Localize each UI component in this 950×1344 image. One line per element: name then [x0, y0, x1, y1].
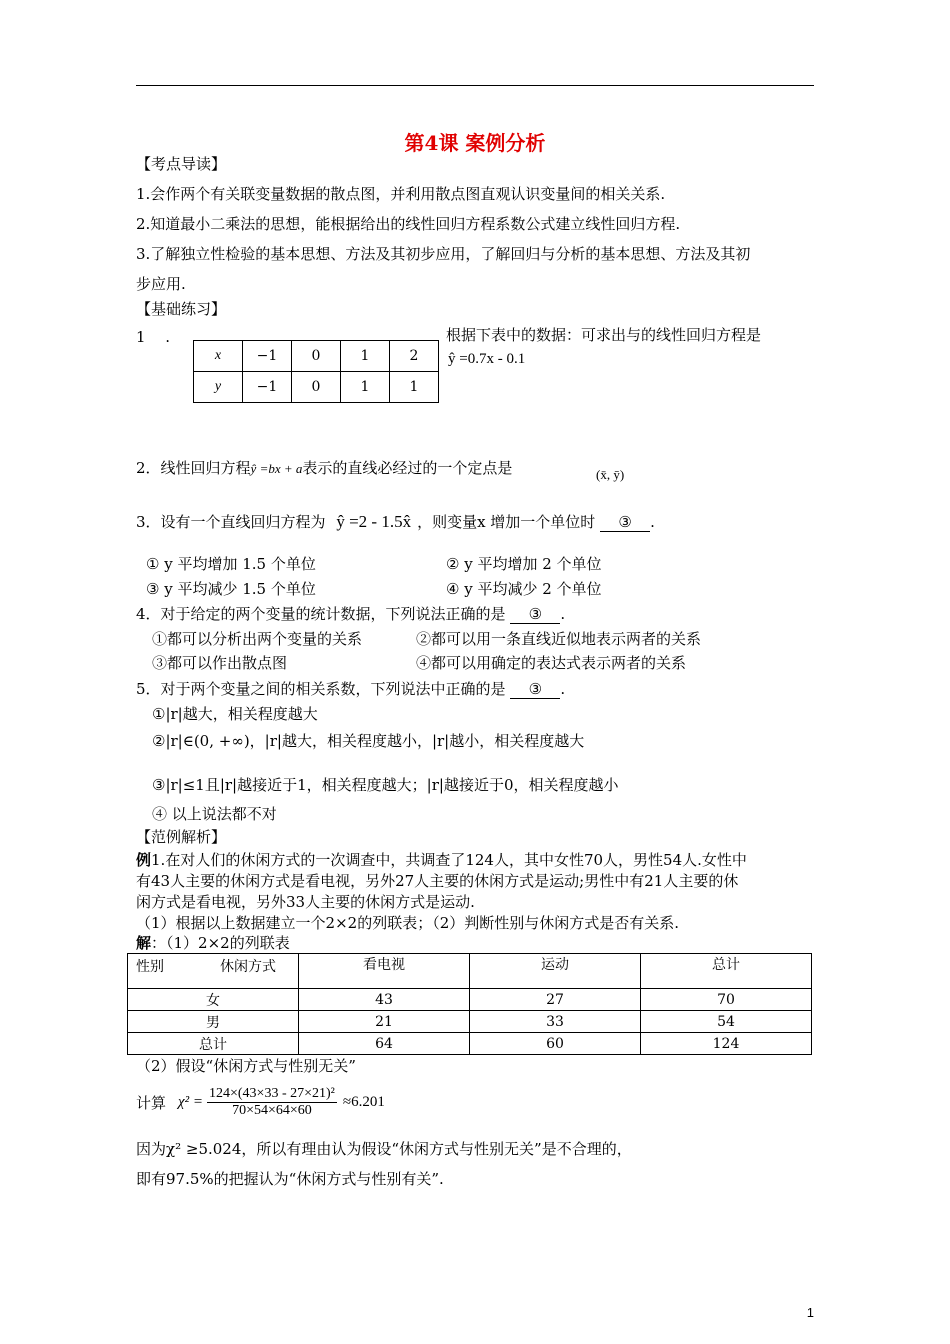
example-line-3: 闲方式是看电视，另外33人主要的休闲方式是运动. — [136, 893, 475, 911]
table-header-cell — [128, 954, 299, 989]
conclusion-1: 因为χ² ≥5.024，所以有理由认为假设“休闲方式与性别无关”是不合理的， — [136, 1140, 632, 1158]
q4-option-2: ②都可以用一条直线近似地表示两者的关系 — [416, 630, 702, 648]
example-line-4: （1）根据以上数据建立一个2×2的列联表；（2）判断性别与休闲方式是否有关系. — [136, 914, 680, 932]
table-row — [128, 954, 812, 989]
solution-intro: ：（1）2×2的列联表 — [151, 934, 290, 952]
page-number: 1 — [806, 1305, 814, 1320]
q5-answer: ③ — [510, 680, 560, 699]
q4-option-1: ①都可以分析出两个变量的关系 — [152, 630, 363, 648]
example-line-1 — [136, 849, 747, 870]
q1-text: 根据下表中的数据：可求出与的线性回归方程是 — [446, 326, 762, 344]
table-cell: 0 — [292, 341, 341, 372]
chi-symbol: χ² = — [178, 1093, 203, 1110]
q1-data-table — [193, 340, 439, 403]
table-cell: 男 — [128, 1011, 299, 1033]
table-cell: 0 — [292, 372, 341, 403]
key-point-3: 3.了解独立性检验的基本思想、方法及其初步应用，了解回归与分析的基本思想、方法及其初 — [136, 245, 751, 263]
q4-option-4: ④都可以用确定的表达式表示两者的关系 — [416, 654, 687, 672]
table-cell: 54 — [641, 1011, 812, 1033]
q3-formula: ŷ =2 - 1.5x̂ — [336, 512, 412, 531]
top-rule — [136, 85, 814, 86]
table-cell: x — [194, 341, 243, 372]
table-cell: 60 — [470, 1033, 641, 1055]
fraction-numerator: 124×(43×33 - 27×21)² — [208, 1085, 335, 1101]
table-cell: −1 — [243, 341, 292, 372]
q4-answer: ③ — [510, 605, 560, 624]
q5-option-3: ③|r|≤1且|r|越接近于1，相关程度越大；|r|越接近于0，相关程度越小 — [152, 776, 619, 794]
q1-formula: ŷ =0.7x - 0.1 — [448, 351, 526, 367]
q2-formula: ŷ =bx + a — [250, 461, 303, 476]
example-text-1: 1.在对人们的休闲方式的一次调查中，共调查了124人，其中女性70人，男性54人.女性中 — [151, 851, 747, 869]
table-header-cell: 看电视 — [299, 954, 470, 989]
q5-option-2: ②|r|∈(0, +∞)，|r|越大，相关程度越小，|r|越小，相关程度越大 — [152, 732, 585, 750]
table-header-cell: 运动 — [470, 954, 641, 989]
table-cell: 64 — [299, 1033, 470, 1055]
q5-text: 5．对于两个变量之间的相关系数，下列说法中正确的是 — [136, 680, 506, 698]
contingency-table — [127, 953, 812, 1055]
hypothesis: （2）假设“休闲方式与性别无关” — [136, 1057, 356, 1075]
example-label: 例 — [136, 851, 152, 869]
table-header-cell: 总计 — [641, 954, 812, 989]
q3-option-3: ③ y 平均减少 1.5 个单位 — [146, 580, 316, 598]
solution-label: 解 — [136, 934, 152, 952]
table-row — [194, 372, 439, 403]
table-cell: 总计 — [128, 1033, 299, 1055]
table-cell: −1 — [243, 372, 292, 403]
key-point-1: 1.会作两个有关联变量数据的散点图，并利用散点图直观认识变量间的相关关系. — [136, 185, 666, 203]
header-gender: 性别 — [136, 959, 164, 975]
q5-line: 5．对于两个变量之间的相关系数，下列说法中正确的是 ③ . — [136, 680, 566, 698]
fraction-denominator: 70×54×64×60 — [232, 1102, 312, 1118]
page-title: 第4课 案例分析 — [404, 131, 546, 155]
table-cell: 33 — [470, 1011, 641, 1033]
q3-answer: ③ — [600, 513, 650, 532]
q3-option-2: ② y 平均增加 2 个单位 — [446, 555, 602, 573]
q3-line: 3．设有一个直线回归方程为 ŷ =2 - 1.5x̂ ，则变量x 增加一个单位时 ③ . — [136, 512, 655, 531]
q4-option-3: ③都可以作出散点图 — [152, 654, 288, 672]
section-heading-basic-practice: 【基础练习】 — [136, 300, 227, 318]
q3-option-1: ① y 平均增加 1.5 个单位 — [146, 555, 316, 573]
q2-text — [136, 457, 512, 478]
table-row — [128, 1033, 812, 1055]
section-heading-key-points: 【考点导读】 — [136, 155, 227, 173]
table-cell: 70 — [641, 989, 812, 1011]
q2-answer: (x̄, ȳ) — [596, 467, 625, 482]
chi-square-calc — [136, 1080, 385, 1124]
key-point-3-cont: 步应用. — [136, 275, 186, 293]
table-cell: 1 — [390, 372, 439, 403]
q3-text-a: 3．设有一个直线回归方程为 — [136, 513, 326, 531]
q5-option-1: ①|r|越大，相关程度越大 — [152, 705, 318, 723]
section-heading-examples: 【范例解析】 — [136, 828, 227, 846]
conclusion-2: 即有97.5%的把握认为“休闲方式与性别有关”. — [136, 1170, 444, 1188]
chi-fraction — [207, 1086, 337, 1119]
q1-number: 1 . — [136, 328, 171, 346]
calc-result: ≈6.201 — [342, 1093, 385, 1110]
calc-label: 计算 — [136, 1093, 167, 1112]
table-cell: 女 — [128, 989, 299, 1011]
table-cell: 124 — [641, 1033, 812, 1055]
solution-line — [136, 932, 290, 953]
table-cell: 27 — [470, 989, 641, 1011]
table-cell: 43 — [299, 989, 470, 1011]
example-line-2: 有43人主要的休闲方式是看电视，另外27人主要的休闲方式是运动;男性中有21人主要的休 — [136, 872, 739, 890]
header-leisure: 休闲方式 — [220, 959, 276, 975]
q4-line: 4．对于给定的两个变量的统计数据，下列说法正确的是 ③ . — [136, 605, 566, 623]
table-row — [128, 1011, 812, 1033]
table-cell: 2 — [390, 341, 439, 372]
table-cell: 21 — [299, 1011, 470, 1033]
q4-text: 4．对于给定的两个变量的统计数据，下列说法正确的是 — [136, 605, 506, 623]
q3-text-b: ，则变量x 增加一个单位时 — [417, 513, 596, 531]
table-cell: 1 — [341, 341, 390, 372]
table-cell: y — [194, 372, 243, 403]
q2-text-b: 表示的直线必经过的一个定点是 — [302, 459, 513, 477]
q2-text-a: 2．线性回归方程 — [136, 459, 251, 477]
table-cell: 1 — [341, 372, 390, 403]
q5-option-4: ④ 以上说法都不对 — [152, 805, 277, 823]
key-point-2: 2.知道最小二乘法的思想，能根据给出的线性回归方程系数公式建立线性回归方程. — [136, 215, 681, 233]
table-row — [194, 341, 439, 372]
q3-option-4: ④ y 平均减少 2 个单位 — [446, 580, 602, 598]
table-row — [128, 989, 812, 1011]
